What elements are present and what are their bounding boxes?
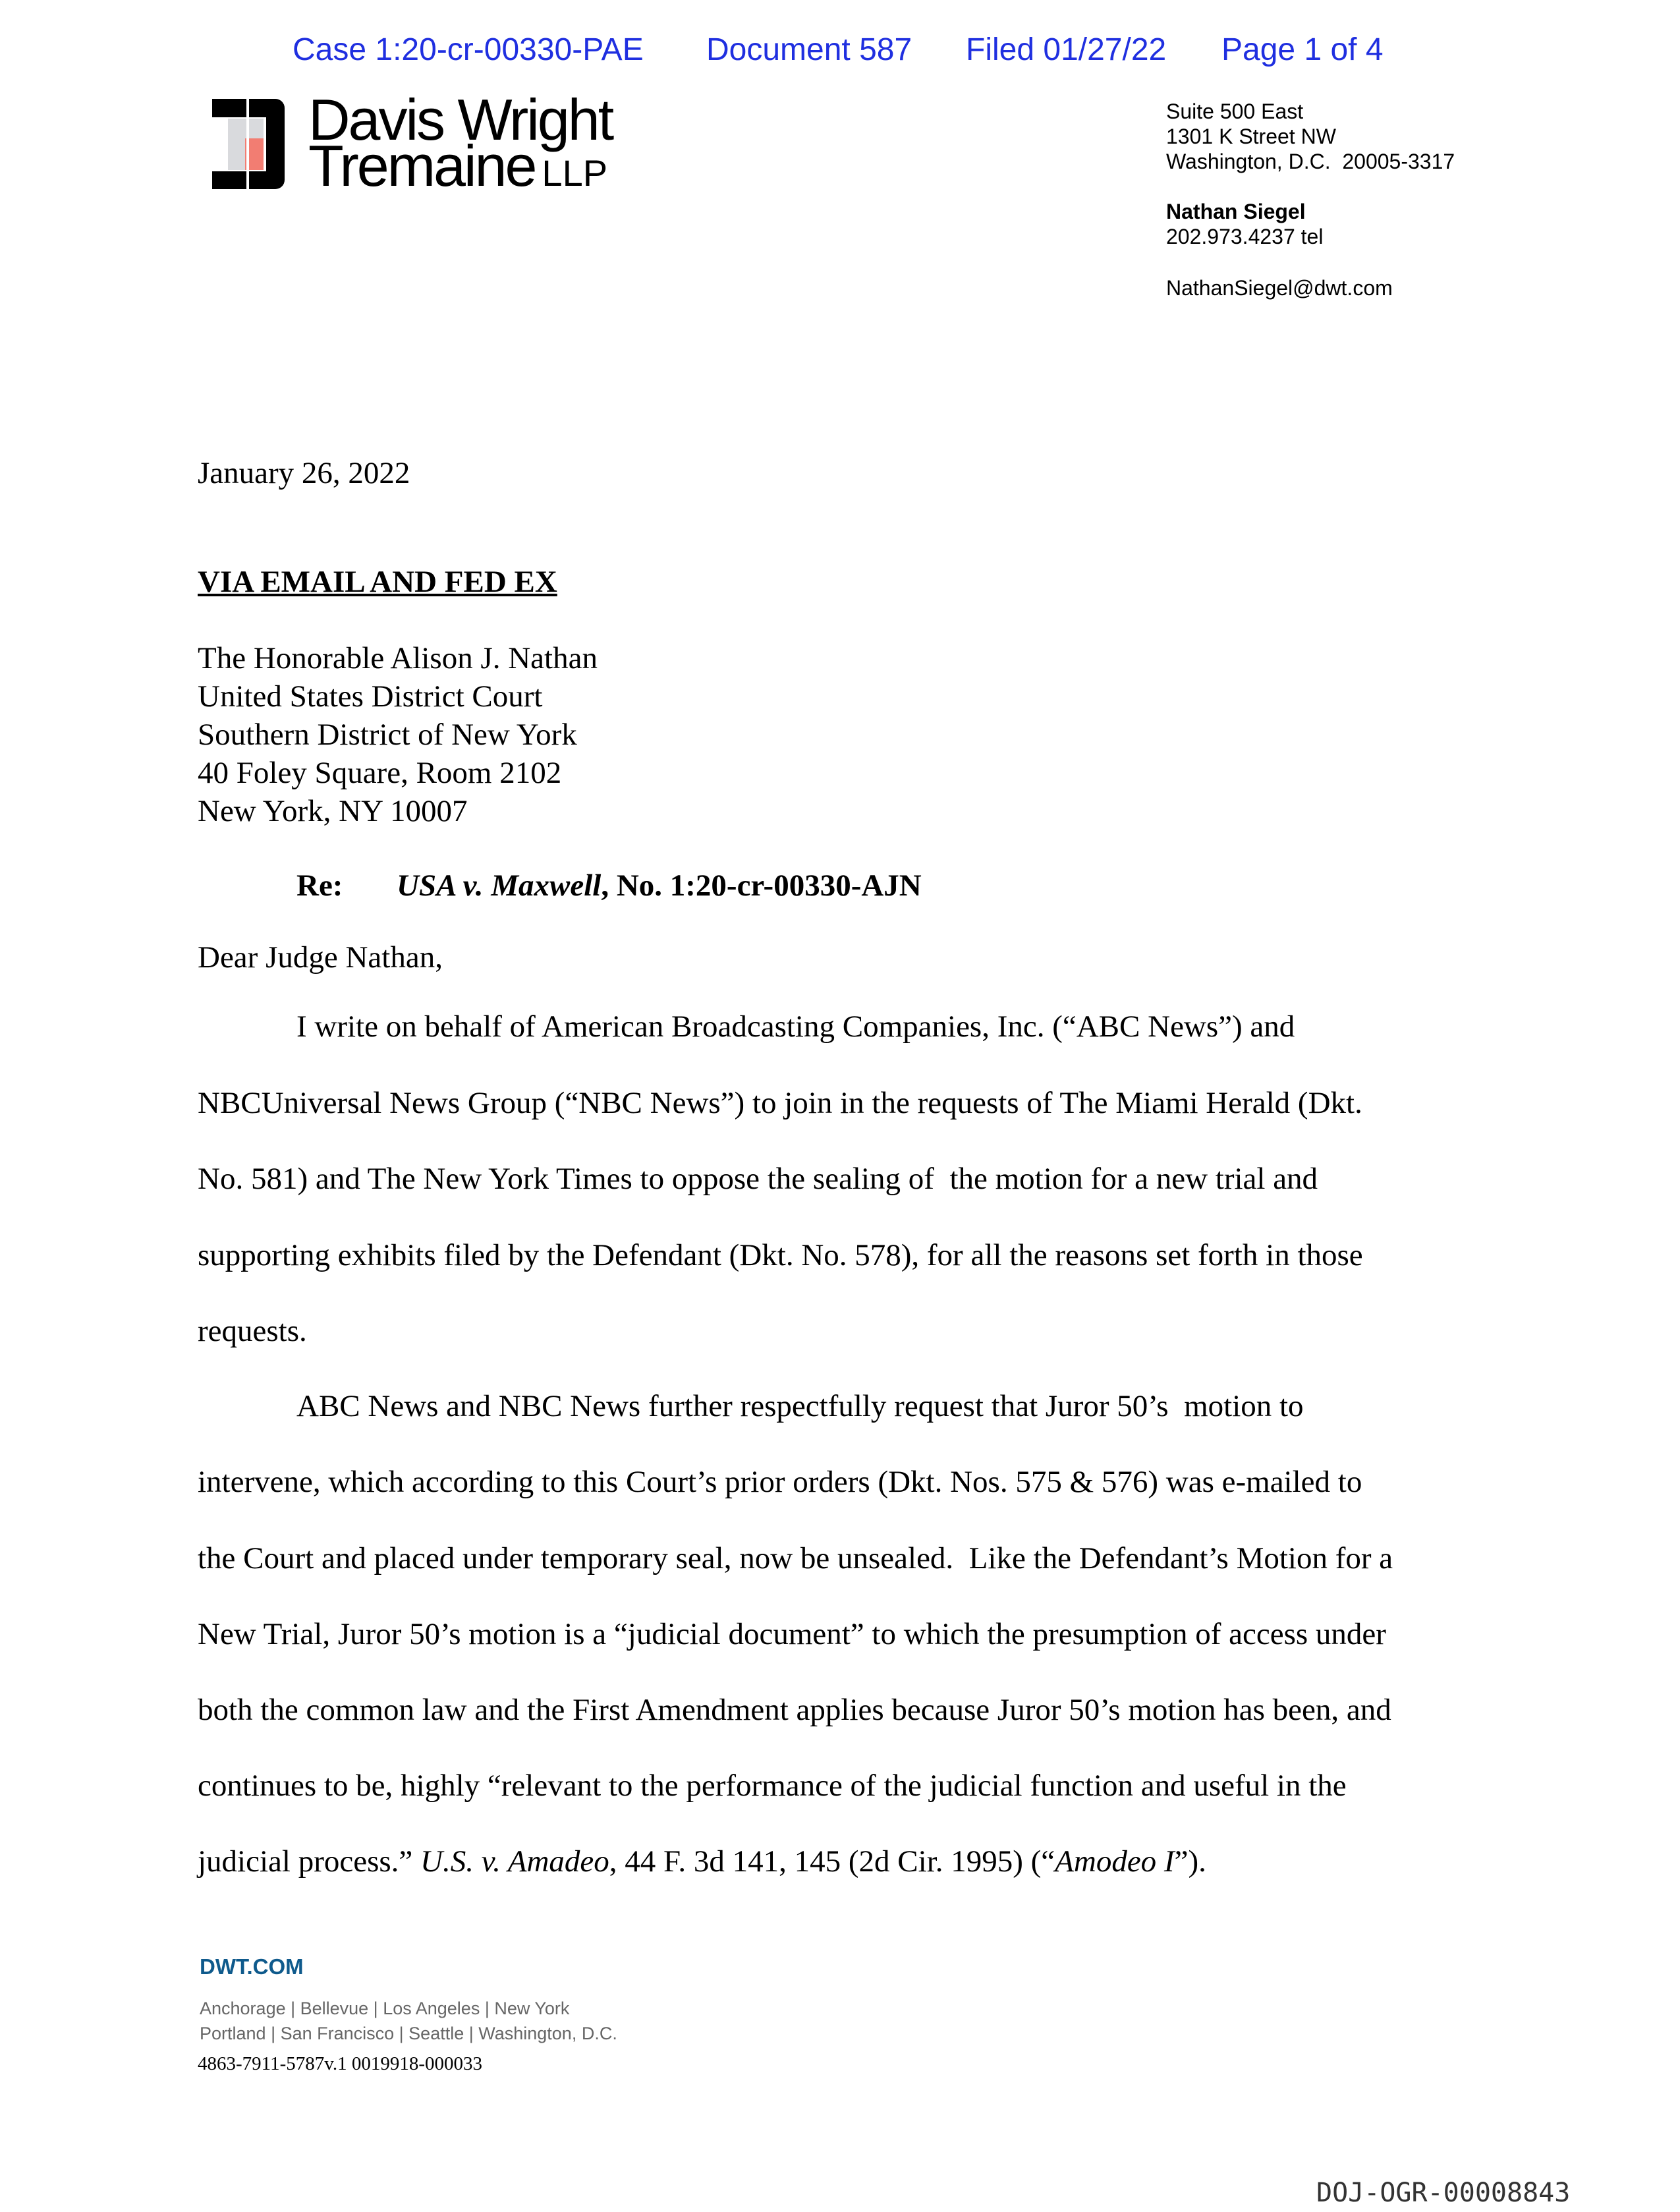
text-line: NBCUniversal News Group (“NBC News”) to join in the requests of The Miami Herald (Dkt. bbox=[198, 1086, 1362, 1120]
case-number: Case 1:20-cr-00330-PAE bbox=[293, 32, 644, 67]
office-cities: Anchorage | Bellevue | Los Angeles | New York bbox=[200, 1999, 570, 2018]
text-line: No. 581) and The New York Times to oppose the sealing of the motion for a new trial and bbox=[198, 1162, 1318, 1196]
text-line: both the common law and the First Amendment applies because Juror 50’s motion has been, and bbox=[198, 1693, 1391, 1727]
text-line: ABC News and NBC News further respectfully request that Juror 50’s motion to bbox=[296, 1389, 1304, 1423]
address-line: Suite 500 East bbox=[1166, 99, 1304, 123]
letter-date: January 26, 2022 bbox=[198, 456, 410, 490]
text-line: continues to be, highly “relevant to the performance of the judicial function and useful in the bbox=[198, 1769, 1347, 1803]
text-line: I write on behalf of American Broadcasting Companies, Inc. (“ABC News”) and bbox=[296, 1009, 1295, 1044]
text-line: intervene, which according to this Court’s prior orders (Dkt. Nos. 575 & 576) was e-mailed to bbox=[198, 1465, 1362, 1499]
filed-date: Filed 01/27/22 bbox=[966, 32, 1167, 67]
firm-website: DWT.COM bbox=[200, 1954, 304, 1979]
text-line: judicial process.” U.S. v. Amadeo, 44 F. 3d 141, 145 (2d Cir. 1995) (“Amodeo I”). bbox=[198, 1844, 1206, 1879]
logo-mark bbox=[212, 99, 285, 189]
text-line: the Court and placed under temporary seal, now be unsealed. Like the Defendant’s Motion for a bbox=[198, 1541, 1393, 1575]
text-line: New Trial, Juror 50’s motion is a “judicial document” to which the presumption of access under bbox=[198, 1617, 1386, 1651]
address-line: 1301 K Street NW bbox=[1166, 125, 1336, 148]
re-case: USA v. Maxwell, No. 1:20-cr-00330-AJN bbox=[397, 868, 922, 903]
address-line: Washington, D.C. 20005-3317 bbox=[1166, 150, 1455, 173]
recipient-line: 40 Foley Square, Room 2102 bbox=[198, 756, 562, 790]
page-number: Page 1 of 4 bbox=[1221, 32, 1384, 67]
recipient-line: United States District Court bbox=[198, 679, 543, 714]
office-cities: Portland | San Francisco | Seattle | Washington, D.C. bbox=[200, 2024, 617, 2043]
salutation: Dear Judge Nathan, bbox=[198, 940, 443, 975]
bates-number: DOJ-OGR-00008843 bbox=[1316, 2178, 1571, 2208]
sender-email: NathanSiegel@dwt.com bbox=[1166, 276, 1393, 300]
re-label: Re: bbox=[296, 868, 343, 903]
recipient-line: The Honorable Alison J. Nathan bbox=[198, 641, 598, 675]
sender-phone: 202.973.4237 tel bbox=[1166, 225, 1324, 248]
document-number: Document 587 bbox=[706, 32, 912, 67]
recipient-line: New York, NY 10007 bbox=[198, 794, 468, 828]
logo-line1: Davis Wright bbox=[308, 87, 613, 152]
document-id: 4863-7911-5787v.1 0019918-000033 bbox=[198, 2053, 483, 2074]
sender-name: Nathan Siegel bbox=[1166, 200, 1306, 223]
recipient-line: Southern District of New York bbox=[198, 718, 577, 752]
delivery-method: VIA EMAIL AND FED EX bbox=[198, 565, 557, 599]
text-line: requests. bbox=[198, 1314, 307, 1348]
text-line: supporting exhibits filed by the Defendant (Dkt. No. 578), for all the reasons set forth in those bbox=[198, 1238, 1363, 1272]
logo-line2: Tremaine LLP bbox=[308, 133, 608, 198]
